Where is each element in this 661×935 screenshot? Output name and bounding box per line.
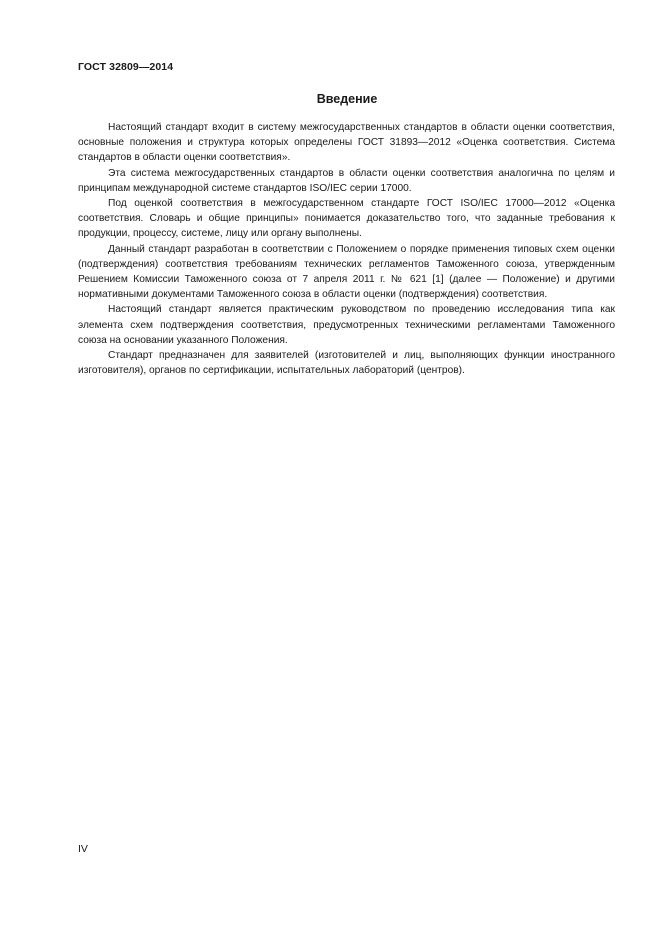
- paragraph: Настоящий стандарт входит в систему межгосударственных стандартов в области оценки соответствия, основные положения и структура которых определены ГОСТ 31893—2012 «Оценка соответствия. Система стандартов в области оценки соответствия».: [78, 122, 615, 164]
- paragraph: Эта система межгосударственных стандартов в области оценки соответствия аналогична по целям и принципам международной системе стандартов ISO/IEC серии 17000.: [78, 167, 615, 194]
- paragraph: Под оценкой соответствия в межгосударственном стандарте ГОСТ ISO/IEC 17000—2012 «Оценка соответствия. Словарь и общие принципы» понимается доказательство того, что заданные требования к продукции, процессу, системе, лицу или органу выполнены.: [78, 198, 615, 240]
- paragraph: Данный стандарт разработан в соответствии с Положением о порядке применения типовых схем оценки (подтверждения) соответствия требованиям технических регламентов Таможенного союза, утвержденным Решением Комиссии Таможенного союза от 7 апреля 2011 г. № 621 [1] (далее — Положение) и другими нормативными документами Таможенного союза в области оценки (подтверждения) соответствия.: [78, 243, 615, 301]
- paragraph: Настоящий стандарт является практическим руководством по проведению исследования типа как элемента схем подтверждения соответствия, предусмотренных техническими регламентами Таможенного союза на основании указанного Положения.: [78, 304, 615, 346]
- document-code: ГОСТ 32809—2014: [78, 61, 174, 73]
- introduction-body: [78, 120, 615, 378]
- paragraph: Стандарт предназначен для заявителей (изготовителей и лиц, выполняющих функции иностранного изготовителя), органов по сертификации, испытательных лабораторий (центров).: [78, 350, 615, 377]
- page-number: IV: [78, 843, 88, 855]
- section-title: Введение: [316, 92, 378, 106]
